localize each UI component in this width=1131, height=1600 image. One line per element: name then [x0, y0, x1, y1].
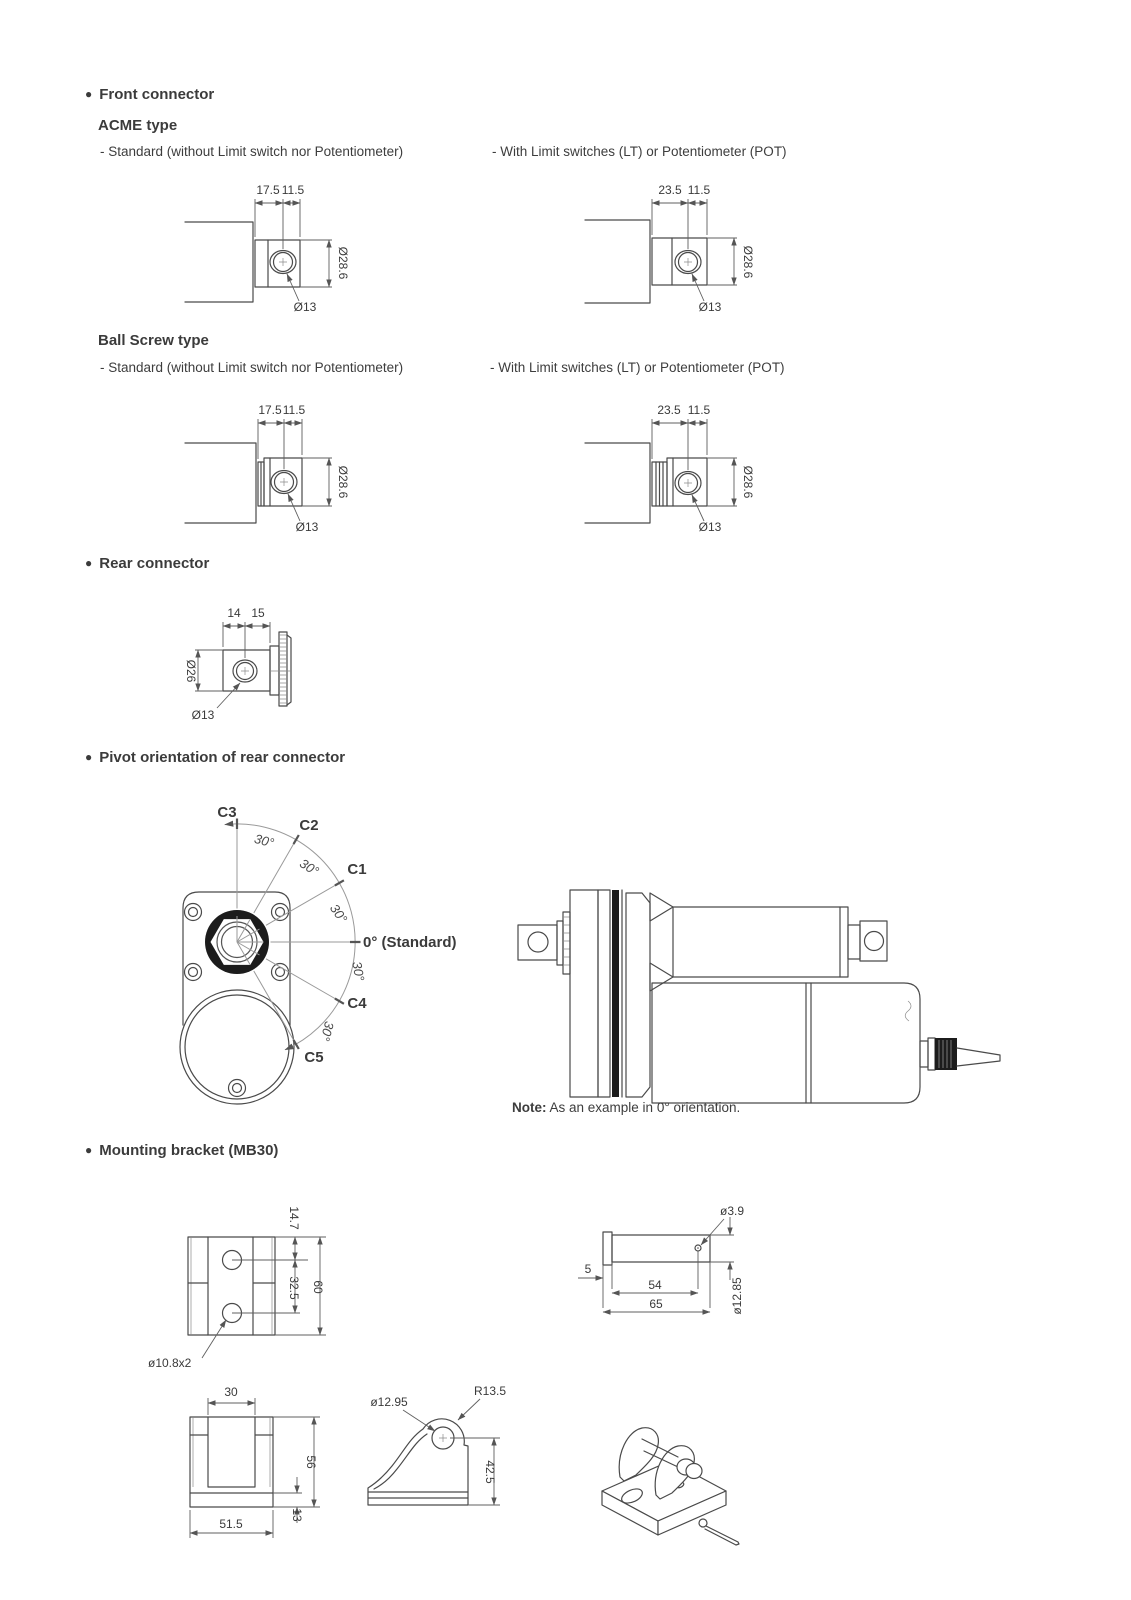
section-title-pivot: ● Pivot orientation of rear connector — [85, 749, 346, 766]
angle-label: 30° — [326, 901, 351, 926]
clevis-block — [652, 238, 707, 285]
dimensions — [370, 1384, 506, 1505]
dim-w1: 23.5 — [657, 403, 681, 417]
clevis-block — [223, 650, 270, 691]
outer-tube — [673, 907, 860, 977]
dim-w2: 15 — [251, 606, 265, 620]
bracket-plate — [188, 1237, 275, 1335]
dim-height: 60 — [311, 1280, 325, 1294]
bullet-icon: ● — [85, 750, 93, 764]
dim-w2: 11.5 — [281, 183, 305, 197]
actuator-example-drawing — [500, 855, 1060, 1105]
dim-dia: Ø28.6 — [741, 245, 755, 279]
dim-head: 5 — [584, 1262, 592, 1276]
dim-holes: ø10.8x2 — [148, 1356, 192, 1370]
dim-height: 42.5 — [483, 1460, 497, 1484]
ball-standard-drawing — [180, 395, 360, 540]
dim-length: 65 — [649, 1297, 663, 1311]
dim-hole: Ø13 — [698, 300, 722, 314]
rod — [185, 443, 256, 523]
threaded-flange — [270, 632, 291, 706]
label-c1: C1 — [347, 861, 367, 878]
acme-ltpot-label: - With Limit switches (LT) or Potentiometer (POT) — [492, 144, 787, 159]
acme-ltpot-drawing — [580, 175, 760, 320]
dim-w2: 11.5 — [282, 403, 306, 417]
angle-label: 30° — [349, 960, 368, 983]
dim-hole: ø12.95 — [370, 1395, 408, 1409]
rod — [585, 443, 650, 523]
bracket-3d — [602, 1428, 726, 1535]
label-c4: C4 — [347, 995, 367, 1012]
dim-to-hole: 54 — [648, 1278, 662, 1292]
rear-connector-drawing — [170, 595, 330, 735]
dim-dia: Ø28.6 — [336, 465, 350, 499]
section-title-front-connector: ● Front connector — [85, 86, 215, 103]
dim-width: 51.5 — [219, 1517, 243, 1531]
front-clevis — [860, 921, 887, 961]
angle-label: 30° — [252, 830, 276, 851]
label-c5: C5 — [304, 1049, 324, 1066]
motor-body — [652, 983, 920, 1103]
ball-standard-label: - Standard (without Limit switch nor Potentiometer) — [100, 360, 404, 375]
clevis-block — [255, 240, 300, 287]
cotter-pin — [699, 1519, 739, 1545]
rod — [585, 220, 650, 303]
dim-dia: Ø28.6 — [741, 465, 755, 499]
bullet-icon: ● — [85, 556, 93, 570]
dim-w2: 11.5 — [687, 403, 711, 417]
dimensions — [652, 183, 755, 314]
note-text: As an example in 0° orientation. — [546, 1100, 741, 1115]
clevis-block — [264, 458, 302, 506]
angle-label: 30° — [317, 1019, 338, 1043]
label-c2: C2 — [299, 817, 319, 834]
bullet-icon: ● — [85, 1143, 93, 1157]
tube-fins — [650, 893, 673, 991]
dim-w1: 17.5 — [256, 183, 280, 197]
gearbox-plate — [563, 890, 650, 1097]
dimensions — [258, 403, 350, 534]
dim-w1: 17.5 — [258, 403, 282, 417]
dimensions — [184, 606, 270, 722]
dim-hole: Ø13 — [295, 520, 319, 534]
label-standard: 0° (Standard) — [363, 934, 457, 951]
acme-standard-drawing — [180, 175, 360, 320]
bracket-pin-view — [560, 1195, 790, 1330]
dim-radius: R13.5 — [473, 1384, 507, 1398]
dim-dia: Ø26 — [184, 659, 198, 683]
rear-clevis — [518, 921, 563, 965]
cable-connector — [920, 1038, 1000, 1070]
pivot-diagram — [90, 775, 490, 1115]
section-title-rear-connector: ● Rear connector — [85, 555, 210, 572]
note-label: Note: — [512, 1100, 547, 1115]
bullet-icon: ● — [85, 87, 93, 101]
dim-dia: ø12.85 — [730, 1277, 744, 1315]
dim-w1: 14 — [227, 606, 241, 620]
orientation-note — [512, 1100, 740, 1115]
dim-hole: Ø13 — [191, 708, 215, 722]
dim-slot: 30 — [224, 1385, 238, 1399]
dim-dia: Ø28.6 — [336, 246, 350, 280]
bracket-isometric-view — [580, 1395, 775, 1555]
section-title-mounting-bracket: ● Mounting bracket (MB30) — [85, 1142, 279, 1159]
rod — [185, 222, 253, 302]
angle-label: 30° — [297, 855, 322, 879]
dim-top: 14.7 — [287, 1206, 301, 1230]
ball-screw-title: Ball Screw type — [98, 332, 209, 349]
dim-hole: Ø13 — [698, 520, 722, 534]
bracket-u-view — [150, 1380, 335, 1560]
ball-ltpot-label: - With Limit switches (LT) or Potentiometer (POT) — [490, 360, 785, 375]
acme-type-title: ACME type — [98, 117, 178, 134]
dimensions — [148, 1206, 326, 1370]
dim-pitch: 32.5 — [287, 1276, 301, 1300]
bracket-profile — [368, 1419, 468, 1505]
label-c3: C3 — [217, 804, 237, 821]
bracket-body — [190, 1417, 273, 1507]
dim-hole: Ø13 — [293, 300, 317, 314]
collar — [652, 462, 667, 506]
pin-body — [603, 1232, 710, 1265]
dim-height: 56 — [304, 1455, 318, 1469]
dim-w2: 11.5 — [687, 183, 711, 197]
dim-w1: 23.5 — [658, 183, 682, 197]
bracket-side-view — [340, 1375, 520, 1540]
collar — [258, 462, 264, 506]
clevis-block — [667, 458, 707, 506]
dim-hole: ø3.9 — [719, 1204, 745, 1218]
dimensions — [255, 183, 350, 314]
bracket-front-view — [140, 1180, 340, 1375]
acme-standard-label: - Standard (without Limit switch nor Potentiometer) — [100, 144, 404, 159]
dim-base: 13 — [290, 1508, 304, 1522]
ball-ltpot-drawing — [580, 395, 760, 540]
